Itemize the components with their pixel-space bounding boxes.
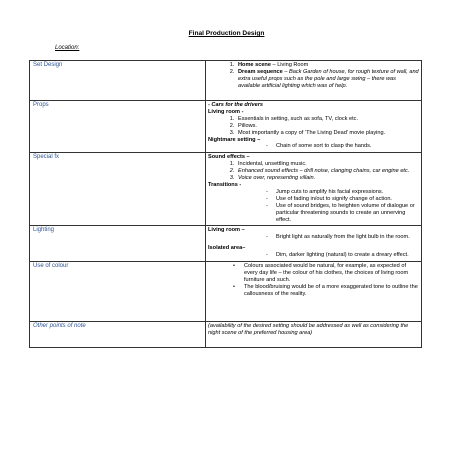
props-list	[208, 116, 419, 137]
props-nightmare-list	[208, 143, 419, 150]
table-row	[30, 226, 422, 262]
transitions-list	[208, 189, 419, 224]
table-row	[30, 101, 422, 153]
props-content	[206, 101, 422, 153]
document-title: Final Production Design	[188, 30, 265, 37]
props-living-room-heading: Living room -	[208, 108, 244, 115]
list-item: • Colours associated would be natural, for example, as expected of every day life – the colour of his clothes, the choices of living room furniture and such.	[236, 263, 419, 284]
lighting-isolated-heading: Isolated area–	[208, 245, 246, 252]
colour-content	[206, 262, 422, 322]
list-item: 1. Home scene – Living Room	[236, 62, 419, 69]
props-intro: - Cars for the drivers	[208, 102, 264, 108]
list-item: 1. Incidental, unsettling music.	[236, 161, 419, 168]
row-label-set-design: Set Design	[30, 61, 206, 101]
list-item: 2. Pillows.	[236, 123, 419, 130]
list-item: 3. Voice over, representing villain.	[236, 175, 419, 182]
colour-list	[208, 263, 419, 298]
set-design-list	[208, 62, 419, 90]
list-item: 2. Enhanced sound effects – drill noise, clanging chains, car engine etc.	[236, 168, 419, 175]
list-item: - Chain of some sort to clasp the hands.	[266, 143, 419, 150]
row-label-use-of-colour: Use of colour	[30, 262, 206, 322]
lighting-living-room-heading: Living room –	[208, 227, 245, 234]
set-design-content	[206, 61, 422, 101]
special-fx-content	[206, 153, 422, 226]
row-label-other-points: Other points of note	[30, 322, 206, 348]
location-label: Location:	[55, 45, 80, 51]
list-item: - Dim, darker lighting (natural) to create a dreary effect.	[266, 252, 419, 259]
lighting-content	[206, 226, 422, 262]
list-item: - Use of sound bridges, to heighten volume of dialogue or particular threatening sounds to create an unnerving effect.	[266, 203, 419, 224]
list-item: - Jump cuts to amplify his facial expressions.	[266, 189, 419, 196]
list-item: - Use of fading in/out to signify change of action.	[266, 196, 419, 203]
transitions-heading: Transitions -	[208, 181, 242, 188]
list-item: 2. Dream sequence – Back Garden of house, for rough texture of wall, and extra useful props such as the pole and large swing – there was available artificial lighting which was of help.	[236, 69, 419, 90]
list-item: • The blood/bruising would be of a more exaggerated tone to outline the callousness of the reality.	[236, 284, 419, 298]
table-row	[30, 262, 422, 322]
sound-effects-heading: Sound effects –	[208, 154, 250, 161]
production-design-table	[29, 60, 422, 348]
list-item: - Bright light as naturally from the light bulb in the room.	[266, 234, 419, 241]
list-item: 1. Essentials in setting, such as sofa, TV, clock etc.	[236, 116, 419, 123]
other-points-content: (availability of the desired setting should be addressed as well as considering the night scene of the preferred housing area)	[206, 322, 422, 348]
row-label-props: Props	[30, 101, 206, 153]
table-row	[30, 61, 422, 101]
props-nightmare-heading: Nightmare setting –	[208, 136, 261, 143]
row-label-lighting: Lighting	[30, 226, 206, 262]
sound-effects-list	[208, 161, 419, 182]
lighting-living-room-list	[208, 234, 419, 241]
table-row	[30, 322, 422, 348]
lighting-isolated-list	[208, 252, 419, 259]
table-row	[30, 153, 422, 226]
row-label-special-fx: Special fx	[30, 153, 206, 226]
list-item: 3. Most importantly a copy of ‘The Living Dead’ movie playing.	[236, 130, 419, 137]
